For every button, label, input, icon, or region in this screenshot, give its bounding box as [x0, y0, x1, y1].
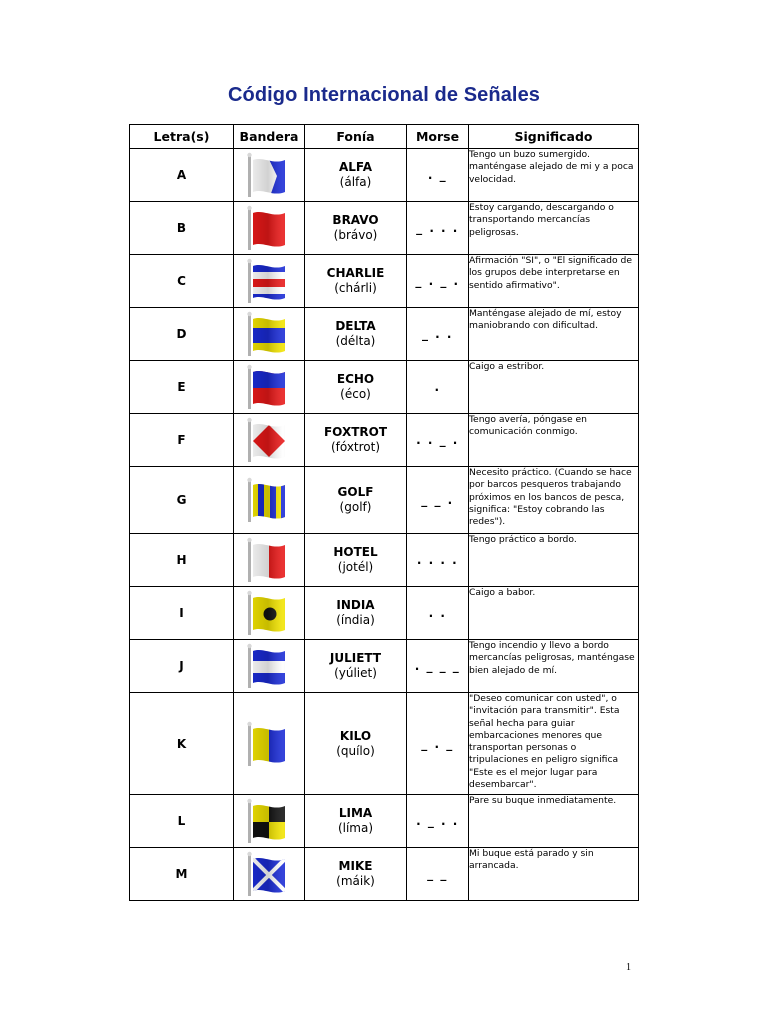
row-morse: . [407, 361, 469, 414]
row-phonetic [305, 693, 407, 795]
row-morse: _ . . . [407, 202, 469, 255]
row-letter: K [130, 693, 234, 795]
phonetic-word: FOXTROT [323, 425, 388, 439]
lima-flag-icon [234, 795, 305, 848]
phonetic-pronunciation: (álfa) [339, 175, 372, 189]
row-phonetic [305, 848, 407, 901]
row-morse: _ . . [407, 308, 469, 361]
header-flag: Bandera [234, 125, 305, 149]
foxtrot-flag-icon [234, 414, 305, 467]
table-row [130, 795, 639, 848]
row-meaning: Manténgase alejado de mí, estoy maniobrando con dificultad. [469, 308, 639, 361]
header-meaning: Significado [469, 125, 639, 149]
row-letter: H [130, 534, 234, 587]
row-letter: I [130, 587, 234, 640]
echo-flag-icon [234, 361, 305, 414]
row-letter: A [130, 149, 234, 202]
table-row [130, 414, 639, 467]
row-meaning: Estoy cargando, descargando o transportando mercancías peligrosas. [469, 202, 639, 255]
phonetic-word: MIKE [338, 859, 373, 873]
row-morse: . . [407, 587, 469, 640]
page-number: 1 [626, 962, 631, 973]
phonetic-word: BRAVO [332, 213, 379, 227]
row-morse: . _ _ _ [407, 640, 469, 693]
golf-flag-icon [234, 467, 305, 534]
row-morse: _ _ [407, 848, 469, 901]
row-meaning: Tengo práctico a bordo. [469, 534, 639, 587]
row-phonetic [305, 202, 407, 255]
hotel-flag-icon [234, 534, 305, 587]
phonetic-pronunciation: (fóxtrot) [330, 440, 381, 454]
phonetic-word: INDIA [336, 598, 375, 612]
row-letter: B [130, 202, 234, 255]
table-row [130, 534, 639, 587]
row-meaning: Pare su buque inmediatamente. [469, 795, 639, 848]
row-meaning: Tengo incendio y llevo a bordo mercancías peligrosas, manténgase bien alejado de mí. [469, 640, 639, 693]
phonetic-pronunciation: (délta) [335, 334, 376, 348]
row-phonetic [305, 149, 407, 202]
phonetic-word: CHARLIE [326, 266, 385, 280]
row-meaning: Caigo a estribor. [469, 361, 639, 414]
phonetic-pronunciation: (máik) [336, 874, 375, 888]
row-letter: E [130, 361, 234, 414]
phonetic-pronunciation: (líma) [337, 821, 374, 835]
table-row [130, 255, 639, 308]
table-row [130, 361, 639, 414]
row-phonetic [305, 414, 407, 467]
charlie-flag-icon [234, 255, 305, 308]
row-phonetic [305, 587, 407, 640]
phonetic-word: KILO [339, 728, 372, 743]
row-letter: D [130, 308, 234, 361]
header-phonetic: Fonía [305, 125, 407, 149]
row-letter: J [130, 640, 234, 693]
row-letter: F [130, 414, 234, 467]
table-header-row [130, 125, 639, 149]
row-morse: _ _ . [407, 467, 469, 534]
row-meaning: Mi buque está parado y sin arrancada. [469, 848, 639, 901]
phonetic-pronunciation: (índia) [336, 613, 375, 627]
phonetic-word: GOLF [337, 485, 374, 499]
row-meaning: Necesito práctico. (Cuando se hace por barcos pesqueros trabajando próximos en los bancos de pesca, significa: "Estoy cobrando las redes"). [469, 467, 639, 534]
delta-flag-icon [234, 308, 305, 361]
table-row [130, 693, 639, 795]
row-phonetic [305, 534, 407, 587]
row-letter: M [130, 848, 234, 901]
mike-flag-icon [234, 848, 305, 901]
row-meaning: "Deseo comunicar con usted", o "invitación para transmitir". Esta señal hecha para guiar embarcaciones menores que transportan personas o tripulaciones en peligro significa "Este es el mejor lugar para desembarcar". [469, 693, 639, 795]
row-morse: _ . _ . [407, 255, 469, 308]
signal-code-table [129, 124, 639, 901]
row-phonetic [305, 255, 407, 308]
phonetic-pronunciation: (jotél) [337, 560, 374, 574]
india-flag-icon [234, 587, 305, 640]
table-row [130, 467, 639, 534]
phonetic-pronunciation: (éco) [340, 387, 371, 401]
row-meaning: Tengo un buzo sumergido. manténgase alejado de mi y a poca velocidad. [469, 149, 639, 202]
kilo-flag-icon [234, 693, 305, 795]
table-row [130, 640, 639, 693]
row-meaning: Tengo avería, póngase en comunicación conmigo. [469, 414, 639, 467]
row-letter: G [130, 467, 234, 534]
row-phonetic [305, 795, 407, 848]
phonetic-word: ALFA [338, 160, 373, 174]
phonetic-pronunciation: (yúliet) [334, 666, 377, 680]
phonetic-pronunciation: (quílo) [336, 743, 375, 758]
header-morse: Morse [407, 125, 469, 149]
row-morse: . . _ . [407, 414, 469, 467]
table-row [130, 149, 639, 202]
phonetic-pronunciation: (golf) [339, 500, 372, 514]
row-phonetic [305, 467, 407, 534]
row-phonetic [305, 308, 407, 361]
phonetic-pronunciation: (chárli) [334, 281, 377, 295]
row-morse: . _ . . [407, 795, 469, 848]
row-morse: . _ [407, 149, 469, 202]
phonetic-word: ECHO [336, 372, 375, 386]
row-phonetic [305, 640, 407, 693]
phonetic-word: JULIETT [329, 651, 382, 665]
phonetic-word: DELTA [335, 319, 376, 333]
juliett-flag-icon [234, 640, 305, 693]
phonetic-pronunciation: (brávo) [333, 228, 378, 242]
alfa-flag-icon [234, 149, 305, 202]
table-row [130, 848, 639, 901]
row-morse: _ . _ [407, 693, 469, 795]
table-row [130, 202, 639, 255]
phonetic-word: HOTEL [333, 545, 378, 559]
row-letter: L [130, 795, 234, 848]
header-letter: Letra(s) [130, 125, 234, 149]
table-row [130, 308, 639, 361]
row-phonetic [305, 361, 407, 414]
row-morse: . . . . [407, 534, 469, 587]
bravo-flag-icon [234, 202, 305, 255]
row-meaning: Caigo a babor. [469, 587, 639, 640]
row-meaning: Afirmación "SI", o "El significado de los grupos debe interpretarse en sentido afirmativo". [469, 255, 639, 308]
page-title: Código Internacional de Señales [227, 84, 541, 106]
row-letter: C [130, 255, 234, 308]
phonetic-word: LIMA [338, 806, 373, 820]
table-row [130, 587, 639, 640]
